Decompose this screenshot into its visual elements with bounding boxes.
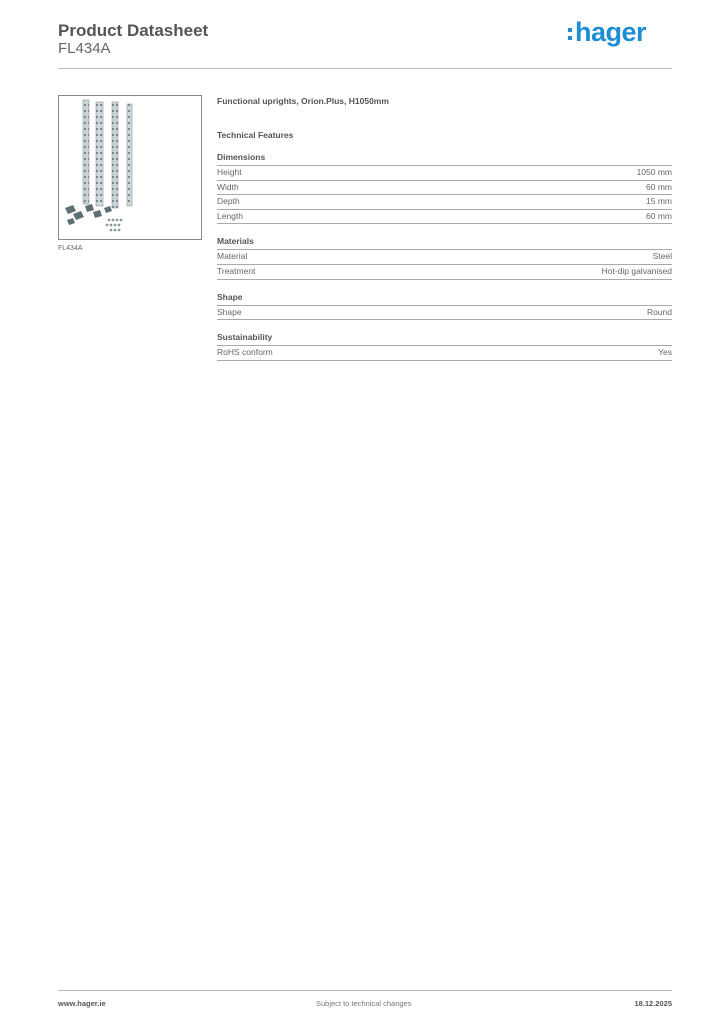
product-name: Functional uprights, Orion.Plus, H1050mm [217,96,389,106]
footer-website-link[interactable]: www.hager.ie [58,999,106,1008]
spec-row [217,181,672,196]
footer-notice: Subject to technical changes [316,999,412,1008]
product-image [58,95,202,240]
product-code: FL434A [58,40,111,57]
spec-row [217,346,672,361]
image-caption: FL434A [58,245,83,252]
footer-divider [58,990,672,991]
spec-value: Yes [658,347,672,358]
section-title-sustainability: Sustainability [217,332,672,346]
spec-row [217,250,672,265]
uprights-illustration-icon [59,96,201,239]
spec-label: Material [217,251,248,262]
technical-features-title: Technical Features [217,130,294,140]
spec-row [217,210,672,225]
spec-row [217,265,672,280]
spec-label: Depth [217,196,240,207]
section-title-dimensions: Dimensions [217,152,672,166]
spec-label: Width [217,181,239,192]
spec-row [217,306,672,321]
hager-logo [568,16,646,48]
technical-content [217,96,672,361]
section-title-materials: Materials [217,236,672,250]
spec-value: 60 mm [646,210,672,221]
spec-label: Height [217,167,242,177]
spec-value: Steel [652,251,672,262]
spec-value: 60 mm [646,181,672,192]
section-title-shape: Shape [217,292,672,306]
spec-value: 1050 mm [636,167,672,177]
spec-label: Length [217,210,243,221]
spec-label: Treatment [217,265,256,276]
header-divider [58,68,672,69]
spec-row [217,166,672,181]
footer-date: 18.12.2025 [634,999,672,1008]
spec-value: Round [646,306,672,317]
spec-label: RoHS conform [217,347,273,358]
logo-dots-icon [568,28,572,40]
spec-row [217,195,672,210]
spec-label: Shape [217,306,242,317]
logo-text: hager [575,16,647,47]
spec-value: 15 mm [646,196,672,207]
page-title: Product Datasheet [58,21,209,40]
spec-value: Hot-dip galvanised [601,265,672,276]
